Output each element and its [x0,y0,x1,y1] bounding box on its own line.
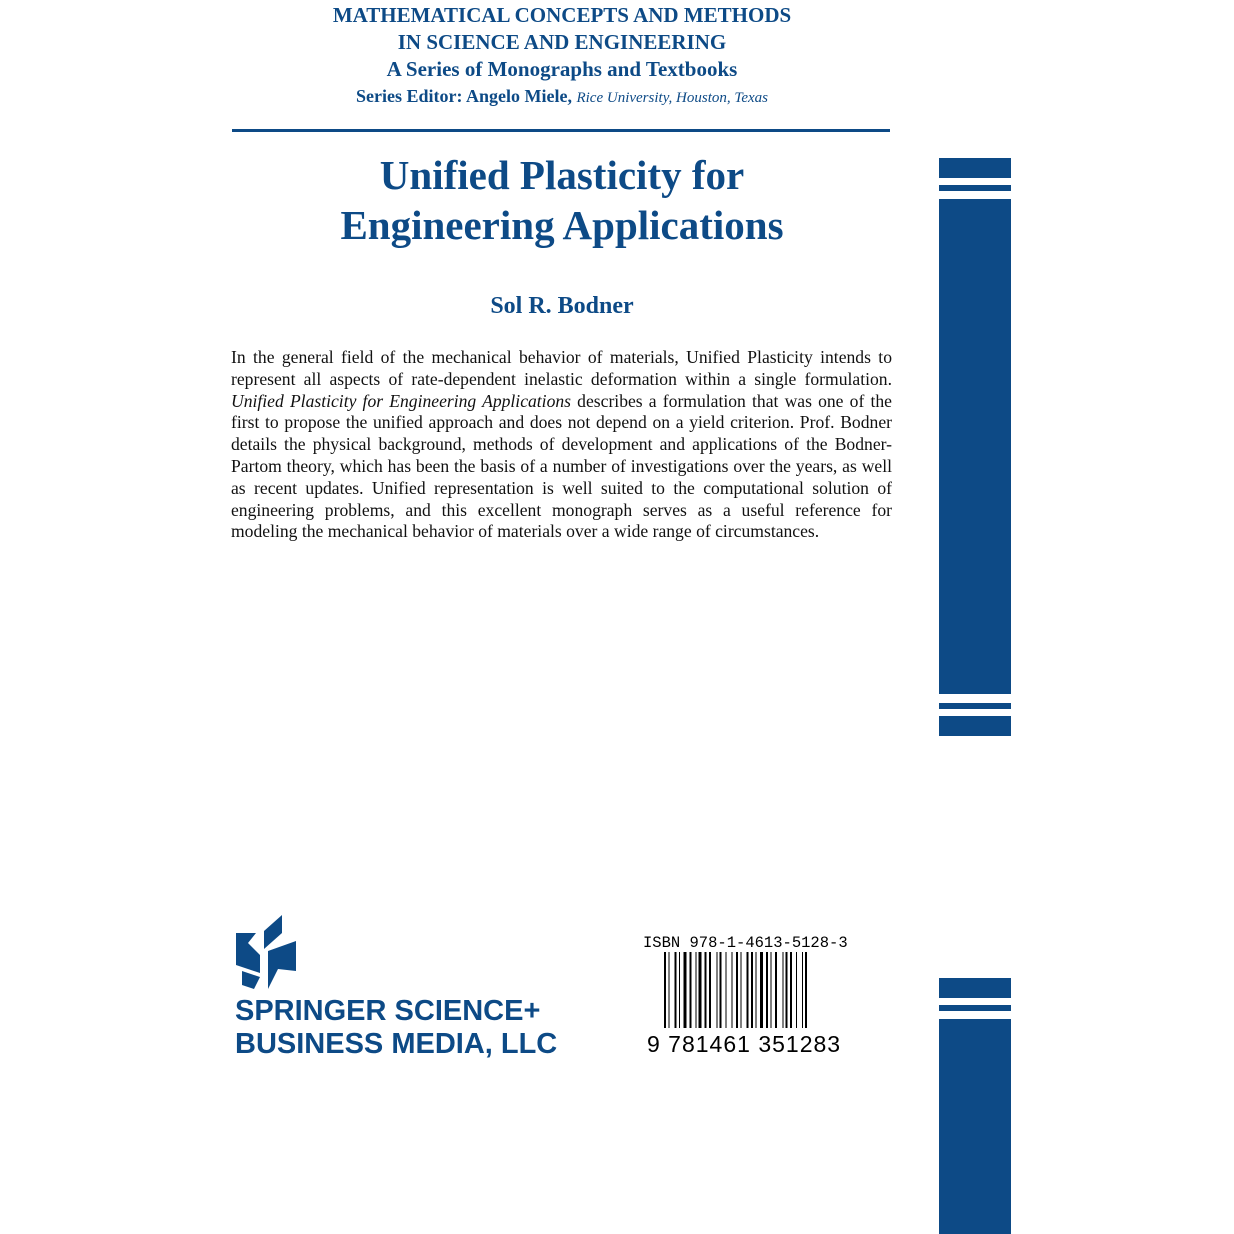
isbn-text: ISBN 978-1-4613-5128-3 [643,934,848,952]
barcode-bar [669,952,670,1028]
barcode-bar [802,952,803,1028]
barcode-bar [771,952,772,1028]
barcode-bar [760,952,763,1028]
description-part2: describes a formulation that was one of the first to propose the unified approach and does not depend on a yield criterion. Prof. Bodner details the physical background, methods of development and applications of the Bodner-Partom theory, which has been the basis of a number of investigations over the years, as well as recent updates. Unified representation is well suited to the computational solution of engineering problems, and this excellent monograph serves as a useful reference for modeling the mechanical behavior of materials over a wide range of circumstances. [231,390,892,542]
publisher-line1: SPRINGER SCIENCE+ [235,995,541,1027]
series-editor-affiliation: Rice University, Houston, Texas [576,90,768,106]
barcode-bar [679,952,680,1028]
spine-stripe [939,185,1011,191]
barcode-bar [766,952,768,1028]
book-title [232,150,892,250]
barcode-bar [783,952,784,1028]
barcode-bar [796,952,797,1028]
spine-band [939,1019,1011,1234]
barcode-bar [717,952,718,1028]
barcode-bar [775,952,777,1028]
barcode-bar [805,952,807,1028]
spine-stripe [939,978,1011,998]
spine-stripe [939,703,1011,709]
book-title-line2: Engineering Applications [340,202,784,248]
barcode-bar [786,952,788,1028]
barcode-bar [790,952,792,1028]
barcode-digits: 9 781461 351283 [647,1031,842,1057]
book-title-line1: Unified Plasticity for [379,152,745,198]
barcode-bar [726,952,727,1028]
series-title-line2: IN SCIENCE AND ENGINEERING [397,30,727,54]
publisher-line2: BUSINESS MEDIA, LLC [235,1028,558,1060]
barcode-bar [705,952,707,1028]
barcode-bar [664,952,666,1028]
barcode-bar [751,952,753,1028]
barcode-bar [696,952,697,1028]
series-title-line1: MATHEMATICAL CONCEPTS AND METHODS [332,3,792,27]
barcode-bar [675,952,677,1028]
spine-stripe [939,1005,1011,1011]
description-italic-title: Unified Plasticity for Engineering Applications [231,390,572,411]
barcode-bar [684,952,687,1028]
barcode-bar [736,952,738,1028]
publisher-name [235,995,557,1061]
barcode-bar [709,952,711,1028]
barcode-bar [747,952,749,1028]
barcode-bar [699,952,702,1028]
series-editor-label: Series Editor: Angelo Miele, [356,86,572,106]
spine-band [939,199,1011,694]
barcode-bar [756,952,757,1028]
description-part1: In the general field of the mechanical behavior of materials, Unified Plasticity intends to represent all aspects of rate-dependent inelastic deformation within a single formulation. [231,347,892,389]
springer-horse-logo-icon [234,913,298,989]
barcode-bar [732,952,733,1028]
barcode [664,952,840,1042]
series-subtitle: A Series of Monographs and Textbooks [386,57,738,81]
series-header [232,2,892,112]
header-rule [232,129,890,132]
series-editor [232,83,892,112]
spine-stripe [939,716,1011,736]
author-name: Sol R. Bodner [490,293,634,319]
barcode-bar [720,952,722,1028]
book-description [231,347,892,543]
spine-stripe [939,158,1011,178]
barcode-bar [741,952,742,1028]
barcode-bar [690,952,692,1028]
